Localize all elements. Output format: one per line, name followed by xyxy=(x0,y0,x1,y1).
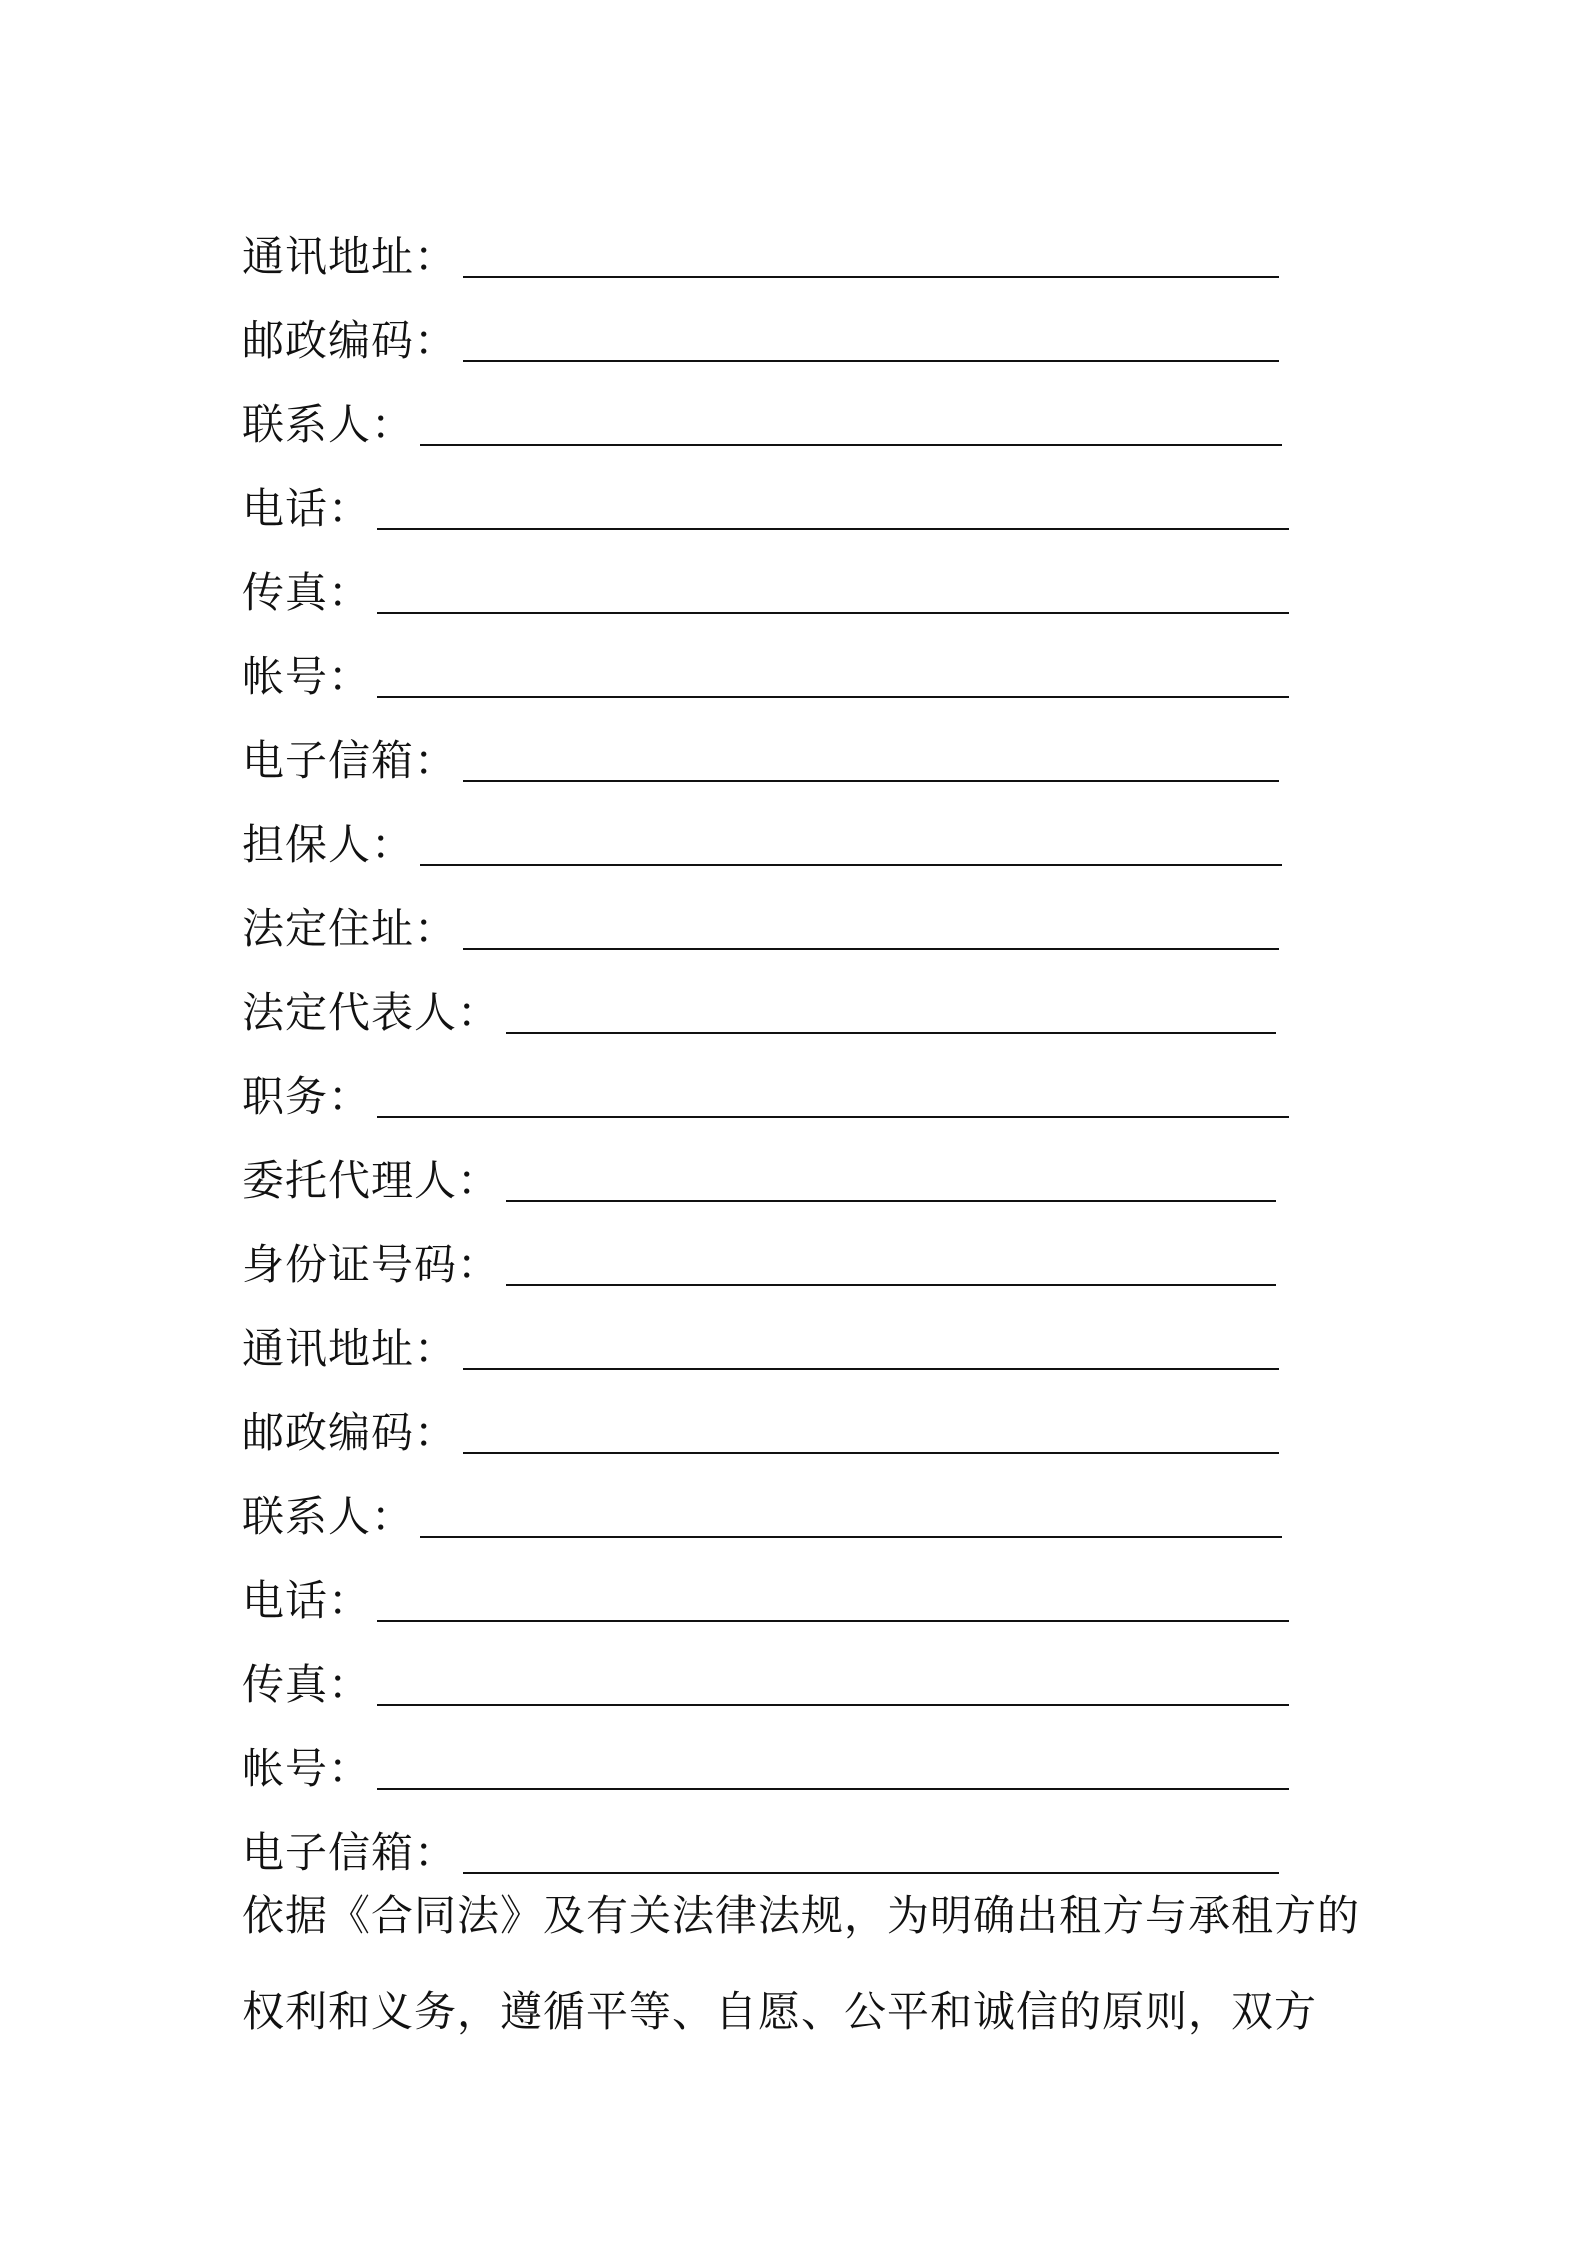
field-label: 电子信箱： xyxy=(242,1828,458,1877)
form-line-guarantor xyxy=(242,786,1362,870)
field-label: 通讯地址： xyxy=(242,232,458,281)
form-line-fax xyxy=(242,1626,1362,1710)
field-label: 法定住址： xyxy=(242,904,458,953)
form-line-account xyxy=(242,1710,1362,1794)
blank-line xyxy=(463,228,1279,278)
form-line-phone xyxy=(242,450,1362,534)
paragraph-line: 权利和义务，遵循平等、自愿、公平和诚信的原则，双方 xyxy=(242,1987,1318,2036)
blank-line xyxy=(420,816,1282,866)
blank-line xyxy=(463,900,1279,950)
field-label: 联系人： xyxy=(242,400,415,449)
form-line-mailing-address xyxy=(242,198,1362,282)
field-label: 通讯地址： xyxy=(242,1324,458,1373)
form-line-id-number xyxy=(242,1206,1362,1290)
blank-line xyxy=(377,648,1289,698)
blank-line xyxy=(420,396,1282,446)
form-line-authorized-agent xyxy=(242,1122,1362,1206)
form-line-fax xyxy=(242,534,1362,618)
blank-line xyxy=(506,1236,1276,1286)
blank-line xyxy=(463,732,1279,782)
field-label: 邮政编码： xyxy=(242,316,458,365)
blank-line xyxy=(377,1656,1289,1706)
form-line-account xyxy=(242,618,1362,702)
blank-line xyxy=(377,1068,1289,1118)
blank-line xyxy=(377,1740,1289,1790)
field-label: 帐号： xyxy=(242,1744,372,1793)
blank-line xyxy=(463,312,1279,362)
form-line-postal-code xyxy=(242,282,1362,366)
paragraph-line: 依据《合同法》及有关法律法规，为明确出租方与承租方的 xyxy=(242,1891,1361,1940)
field-label: 传真： xyxy=(242,1660,372,1709)
blank-line xyxy=(463,1824,1279,1874)
field-label: 委托代理人： xyxy=(242,1156,501,1205)
blank-line xyxy=(463,1320,1279,1370)
field-label: 电子信箱： xyxy=(242,736,458,785)
field-label: 职务： xyxy=(242,1072,372,1121)
blank-line xyxy=(377,480,1289,530)
form-line-contact-person xyxy=(242,1458,1362,1542)
form-line-postal-code xyxy=(242,1374,1362,1458)
form-line-legal-address xyxy=(242,870,1362,954)
field-label: 身份证号码： xyxy=(242,1240,501,1289)
blank-line xyxy=(463,1404,1279,1454)
field-label: 邮政编码： xyxy=(242,1408,458,1457)
form-line-phone xyxy=(242,1542,1362,1626)
blank-line xyxy=(420,1488,1282,1538)
blank-line xyxy=(377,1572,1289,1622)
blank-line xyxy=(506,1152,1276,1202)
field-label: 法定代表人： xyxy=(242,988,501,1037)
field-label: 担保人： xyxy=(242,820,415,869)
form-line-mailing-address xyxy=(242,1290,1362,1374)
field-label: 联系人： xyxy=(242,1492,415,1541)
form-line-email xyxy=(242,702,1362,786)
contract-preamble xyxy=(242,1868,1362,2060)
field-label: 电话： xyxy=(242,1576,372,1625)
field-label: 传真： xyxy=(242,568,372,617)
form-line-legal-representative xyxy=(242,954,1362,1038)
form-line-email xyxy=(242,1794,1362,1878)
party-info-form xyxy=(242,198,1362,1878)
blank-line xyxy=(377,564,1289,614)
field-label: 电话： xyxy=(242,484,372,533)
form-line-contact-person xyxy=(242,366,1362,450)
field-label: 帐号： xyxy=(242,652,372,701)
blank-line xyxy=(506,984,1276,1034)
form-line-position xyxy=(242,1038,1362,1122)
